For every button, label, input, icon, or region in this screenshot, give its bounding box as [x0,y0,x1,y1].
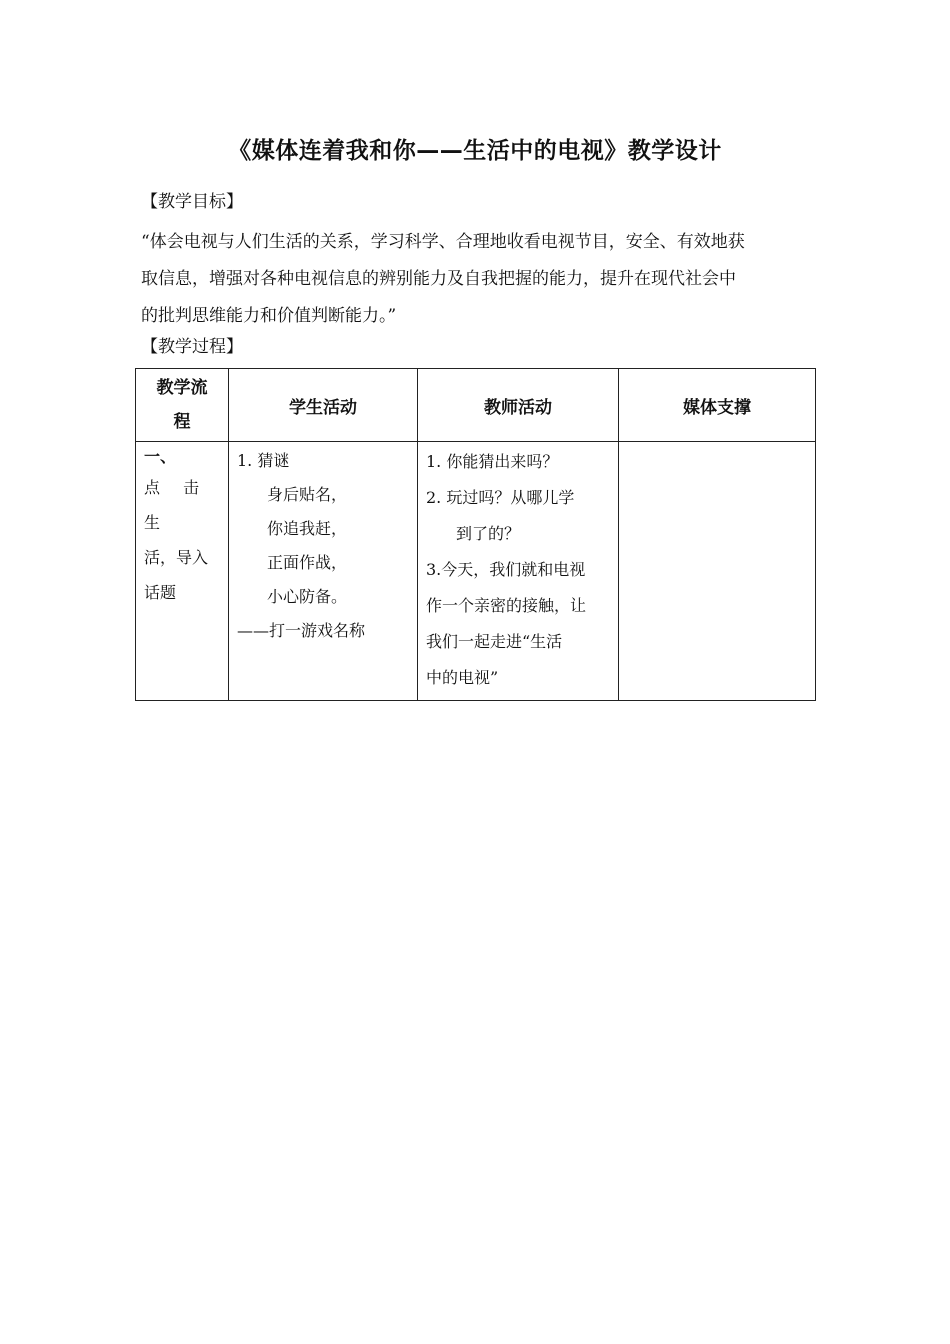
teacher-line: 到了的？ [456,524,521,543]
student-line: ——打一游戏名称 [237,621,366,640]
student-activity-cell [229,442,418,701]
header-flow [136,369,229,442]
teacher-line: 中的电视” [426,668,499,687]
goal-line: 取信息，增强对各种电视信息的辨别能力及自我把握的能力，提升在现代社会中 [141,269,736,289]
page-title: 《媒体连着我和你——生活中的电视》教学设计 [228,138,722,164]
student-line: 正面作战， [267,553,348,572]
header-media-support: 媒体支撑 [619,369,816,442]
goal-paragraph [141,224,813,335]
teacher-line: 2. 玩过吗？从哪儿学 [426,488,575,507]
student-line: 1. 猜谜 [237,451,290,470]
header-student-activity: 学生活动 [229,369,418,442]
stage-line: 活，导入 [144,548,209,567]
teacher-line: 作一个亲密的接触，让 [426,596,587,615]
teacher-line: 3.今天，我们就和电视 [426,560,586,579]
teacher-line: 我们一起走进“生活 [426,632,563,651]
header-flow-line2: 程 [173,412,191,432]
teacher-line: 1. 你能猜出来吗？ [426,452,559,471]
media-support-text [619,442,815,444]
process-table [135,368,816,701]
process-heading: 【教学过程】 [141,337,243,357]
student-line: 小心防备。 [267,587,348,606]
goal-line: “体会电视与人们生活的关系，学习科学、合理地收看电视节目，安全、有效地获 [141,232,745,252]
stage-number: 一、 [144,447,177,466]
student-line: 身后贴名， [267,485,348,504]
header-teacher-activity: 教师活动 [418,369,619,442]
goal-line: 的批判思维能力和价值判断能力。” [141,306,397,326]
stage-cell [136,442,229,701]
stage-line: 话题 [144,583,177,602]
header-flow-line1: 教学流 [156,378,208,398]
student-line: 你追我赶， [267,519,348,538]
teacher-activity-cell [418,442,619,701]
goal-heading: 【教学目标】 [141,192,243,212]
stage-line: 点 击 生 [144,478,209,532]
table-row [136,442,816,701]
media-support-cell [619,442,816,701]
table-header-row [136,369,816,442]
